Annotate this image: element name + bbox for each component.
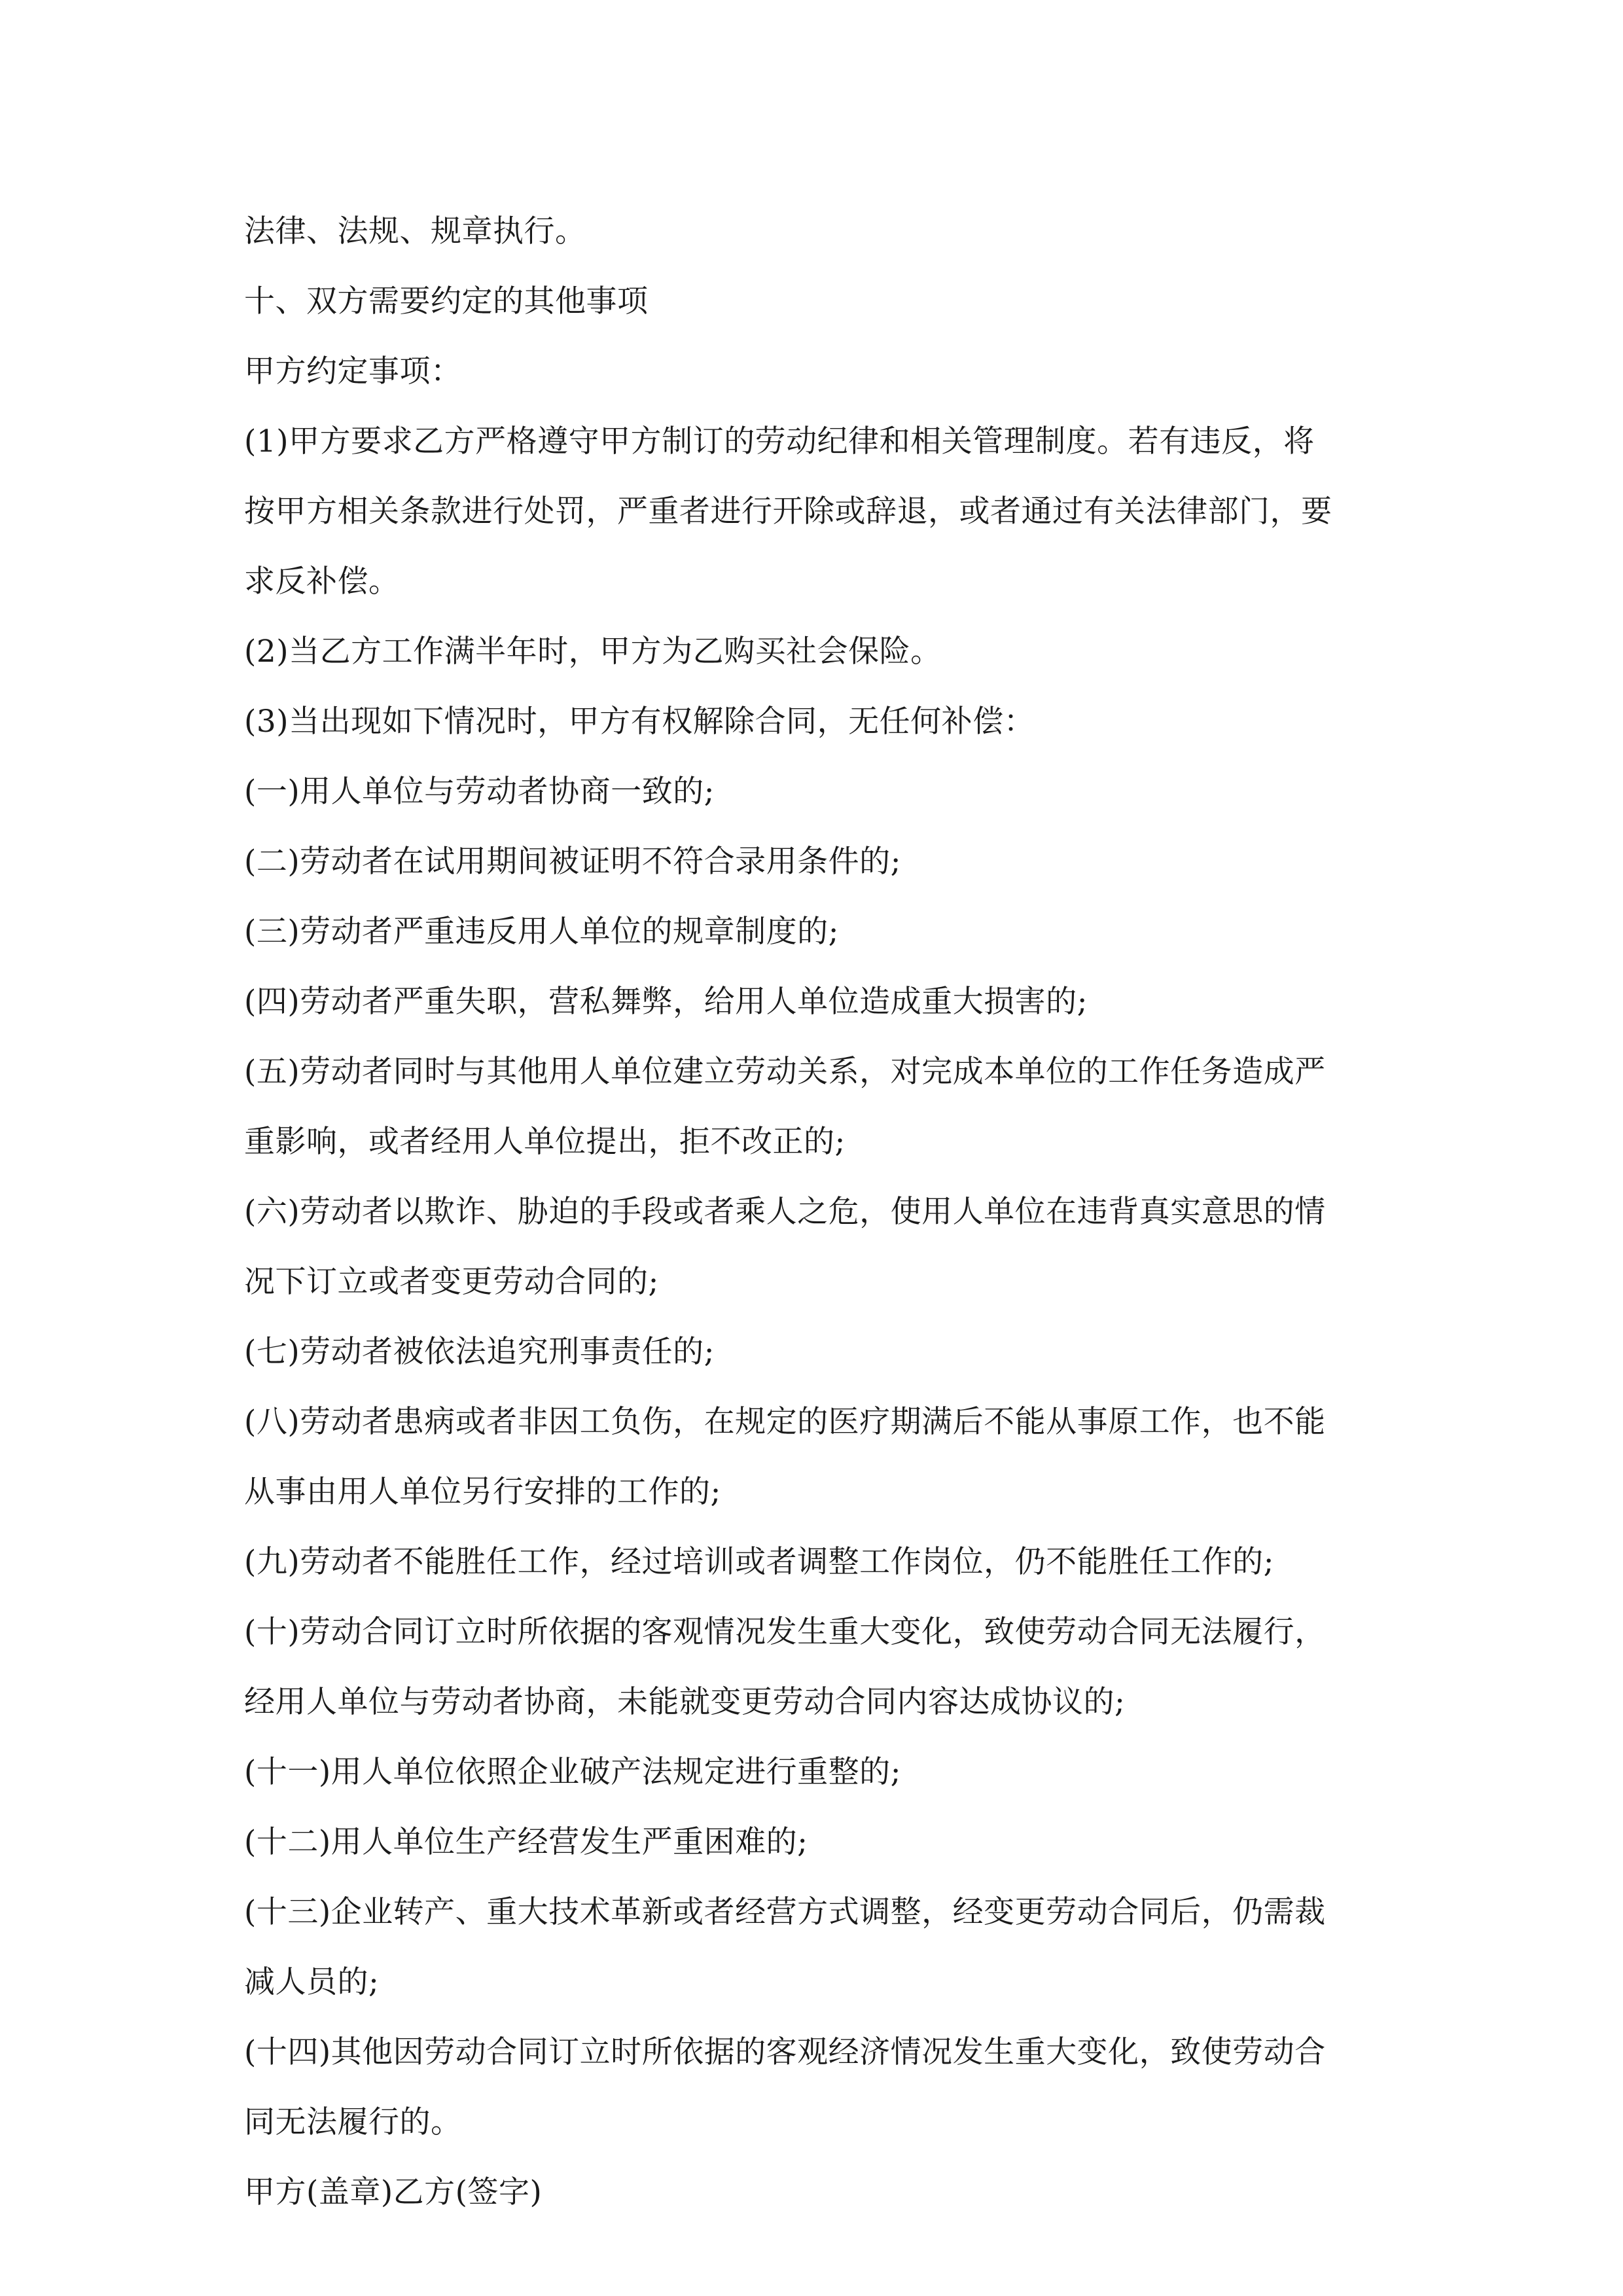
text-line: 甲方约定事项： (244, 353, 462, 389)
text-line: 求反补偿。 (244, 564, 400, 600)
section-heading: 十、双方需要约定的其他事项 (244, 283, 649, 319)
document-body (244, 196, 1396, 2227)
list-item: (二)劳动者在试用期间被证明不符合录用条件的; (244, 844, 902, 880)
text-line: 按甲方相关条款进行处罚，严重者进行开除或辞退，或者通过有关法律部门，要 (244, 493, 1332, 529)
list-item: (十一)用人单位依照企业破产法规定进行重整的; (244, 1754, 902, 1790)
list-item: (一)用人单位与劳动者协商一致的; (244, 774, 715, 810)
list-item-continuation: 经用人单位与劳动者协商，未能就变更劳动合同内容达成协议的; (244, 1684, 1126, 1720)
list-item: (十二)用人单位生产经营发生严重困难的; (244, 1824, 808, 1860)
list-item: (三)劳动者严重违反用人单位的规章制度的; (244, 914, 840, 950)
list-item: (十三)企业转产、重大技术革新或者经营方式调整，经变更劳动合同后，仍需裁 (244, 1894, 1326, 1930)
list-item-continuation: 从事由用人单位另行安排的工作的; (244, 1474, 721, 1510)
text-line: (1)甲方要求乙方严格遵守甲方制订的劳动纪律和相关管理制度。若有违反，将 (244, 423, 1315, 459)
list-item: (六)劳动者以欺诈、胁迫的手段或者乘人之危，使用人单位在违背真实意思的情 (244, 1194, 1326, 1230)
list-item: (九)劳动者不能胜任工作，经过培训或者调整工作岗位，仍不能胜任工作的; (244, 1544, 1275, 1580)
list-item: (五)劳动者同时与其他用人单位建立劳动关系，对完成本单位的工作任务造成严 (244, 1054, 1326, 1090)
list-item: (十四)其他因劳动合同订立时所依据的客观经济情况发生重大变化，致使劳动合 (244, 2034, 1326, 2070)
list-item-continuation: 减人员的; (244, 1964, 380, 2000)
text-line: 法律、法规、规章执行。 (244, 213, 586, 249)
list-item: (十)劳动合同订立时所依据的客观情况发生重大变化，致使劳动合同无法履行， (244, 1614, 1326, 1650)
list-item: (七)劳动者被依法追究刑事责任的; (244, 1334, 715, 1370)
list-item-continuation: 同无法履行的。 (244, 2104, 462, 2140)
signature-line: 甲方(盖章)乙方(签字) (244, 2174, 543, 2210)
text-line: (2)当乙方工作满半年时，甲方为乙购买社会保险。 (244, 634, 942, 670)
text-line: (3)当出现如下情况时，甲方有权解除合同，无任何补偿： (244, 704, 1035, 740)
list-item: (八)劳动者患病或者非因工负伤，在规定的医疗期满后不能从事原工作，也不能 (244, 1404, 1326, 1440)
list-item-continuation: 重影响，或者经用人单位提出，拒不改正的; (244, 1124, 846, 1160)
list-item: (四)劳动者严重失职，营私舞弊，给用人单位造成重大损害的; (244, 984, 1088, 1020)
list-item-continuation: 况下订立或者变更劳动合同的; (244, 1264, 659, 1300)
